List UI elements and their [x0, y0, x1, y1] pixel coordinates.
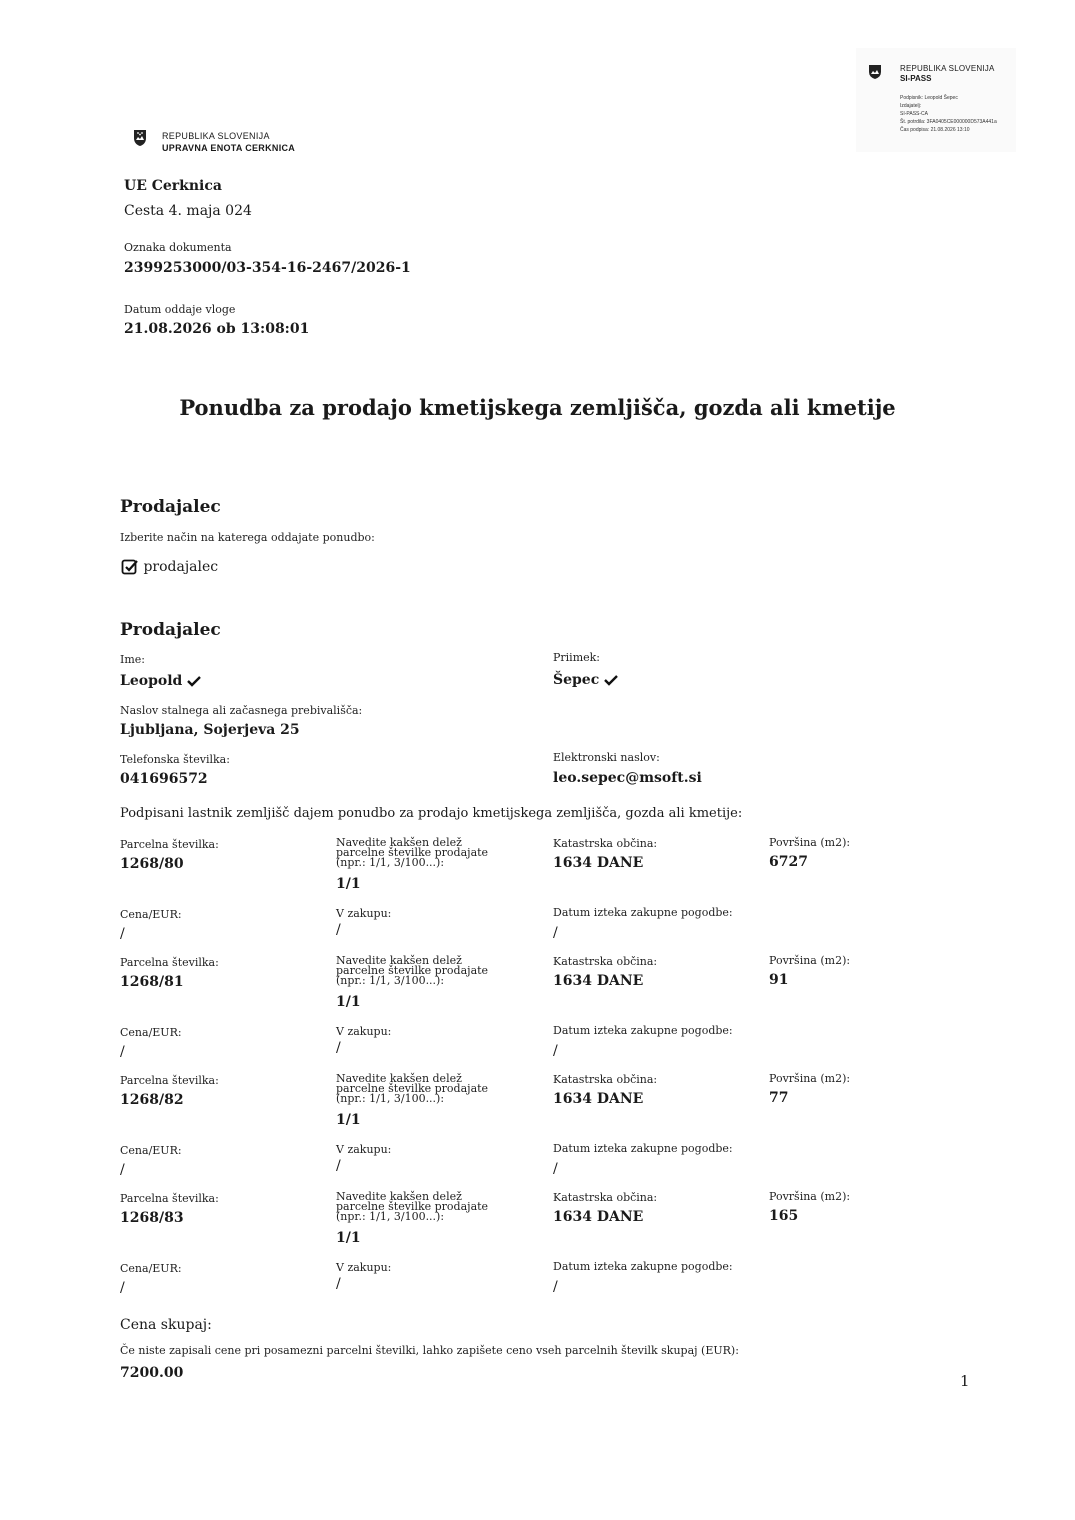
address-label: Naslov stalnega ali začasnega prebivališča: — [120, 704, 363, 717]
parcel-number-label: Parcelna številka: — [120, 956, 219, 969]
document-id: 2399253000/03-354-16-2467/2026-1 — [124, 260, 411, 276]
lease-end-value: / — [553, 925, 558, 941]
lease-end-label: Datum izteka zakupne pogodbe: — [553, 1260, 733, 1273]
submission-date-label: Datum oddaje vloge — [124, 303, 236, 316]
cadastral-label: Katastrska občina: — [553, 1191, 658, 1204]
share-value: 1/1 — [336, 876, 361, 892]
lease-end-label: Datum izteka zakupne pogodbe: — [553, 906, 733, 919]
lease-end-value: / — [553, 1279, 558, 1295]
total-note: Če niste zapisali cene pri posamezni parcelni številki, lahko zapišete ceno vseh parcelnih številk skupaj (EUR): — [120, 1344, 739, 1357]
stamp-service: SI-PASS — [900, 74, 932, 83]
address-value: Ljubljana, Sojerjeva 25 — [120, 722, 300, 738]
area-value: 165 — [769, 1208, 799, 1224]
authority-name: UPRAVNA ENOTA CERKNICA — [162, 143, 296, 153]
area-label: Površina (m2): — [769, 1190, 851, 1203]
lease-end-label: Datum izteka zakupne pogodbe: — [553, 1024, 733, 1037]
stamp-line: Št. potrdila: 3FA0405CE000000D573A441a — [900, 119, 997, 125]
section-heading: Prodajalec — [120, 497, 221, 517]
lease-label: V zakupu: — [336, 1261, 392, 1274]
offer-mode-prompt: Izberite način na katerega oddajate ponudbo: — [120, 531, 375, 544]
last-name-label: Priimek: — [553, 651, 601, 664]
cadastral-value: 1634 DANE — [553, 855, 644, 871]
total-heading: Cena skupaj: — [120, 1317, 212, 1333]
document-id-label: Oznaka dokumenta — [124, 241, 232, 254]
area-label: Površina (m2): — [769, 836, 851, 849]
parcel-number-label: Parcelna številka: — [120, 838, 219, 851]
last-name: Šepec — [553, 672, 600, 688]
offer-mode-option[interactable] — [121, 558, 218, 576]
price-label: Cena/EUR: — [120, 908, 182, 921]
first-name: Leopold — [120, 673, 183, 689]
office-name: UE Cerknica — [124, 178, 222, 194]
coat-of-arms-icon — [868, 64, 882, 80]
stamp-country: REPUBLIKA SLOVENIJA — [900, 64, 995, 73]
offer-mode-label: prodajalec — [143, 559, 219, 575]
price-label: Cena/EUR: — [120, 1026, 182, 1039]
lease-label: V zakupu: — [336, 1143, 392, 1156]
share-label: Navedite kakšen delež parcelne številke prodajate (npr.: 1/1, 3/100...): — [336, 1190, 489, 1223]
page-number: 1 — [960, 1372, 970, 1390]
price-label: Cena/EUR: — [120, 1262, 182, 1275]
share-value: 1/1 — [336, 994, 361, 1010]
lease-end-value: / — [553, 1161, 558, 1177]
share-label: Navedite kakšen delež parcelne številke prodajate (npr.: 1/1, 3/100...): — [336, 954, 489, 987]
cadastral-value: 1634 DANE — [553, 973, 644, 989]
lease-label: V zakupu: — [336, 1025, 392, 1038]
area-value: 77 — [769, 1090, 789, 1106]
checked-checkbox-icon[interactable] — [121, 558, 139, 576]
share-value: 1/1 — [336, 1230, 361, 1246]
area-label: Površina (m2): — [769, 954, 851, 967]
first-name-value — [120, 673, 201, 689]
parcel-number: 1268/81 — [120, 974, 184, 990]
cadastral-label: Katastrska občina: — [553, 955, 658, 968]
parcel-number: 1268/83 — [120, 1210, 184, 1226]
lease-value: / — [336, 922, 341, 938]
coat-of-arms-icon — [133, 129, 147, 147]
document-title: Ponudba za prodajo kmetijskega zemljišča, gozda ali kmetije — [179, 395, 896, 420]
lease-end-value: / — [553, 1043, 558, 1059]
area-label: Površina (m2): — [769, 1072, 851, 1085]
lease-label: V zakupu: — [336, 907, 392, 920]
email-label: Elektronski naslov: — [553, 751, 660, 764]
share-label: Navedite kakšen delež parcelne številke prodajate (npr.: 1/1, 3/100...): — [336, 1072, 489, 1105]
share-label: Navedite kakšen delež parcelne številke prodajate (npr.: 1/1, 3/100...): — [336, 836, 489, 869]
parcel-number-label: Parcelna številka: — [120, 1074, 219, 1087]
offer-statement: Podpisani lastnik zemljišč dajem ponudbo za prodajo kmetijskega zemljišča, gozda ali kmetije: — [120, 806, 743, 821]
area-value: 6727 — [769, 854, 808, 870]
lease-value: / — [336, 1040, 341, 1056]
stamp-line: Čas podpisa: 21.08.2026 13:10 — [900, 127, 970, 133]
share-value: 1/1 — [336, 1112, 361, 1128]
cadastral-label: Katastrska občina: — [553, 837, 658, 850]
submission-date: 21.08.2026 ob 13:08:01 — [124, 321, 310, 337]
parcel-number: 1268/80 — [120, 856, 184, 872]
parcel-number: 1268/82 — [120, 1092, 184, 1108]
email-value: leo.sepec@msoft.si — [553, 770, 702, 786]
last-name-value — [553, 672, 618, 688]
price-value: / — [120, 1044, 125, 1060]
lease-value: / — [336, 1276, 341, 1292]
checkmark-icon — [187, 675, 201, 687]
phone-label: Telefonska številka: — [120, 753, 230, 766]
price-value: / — [120, 926, 125, 942]
cadastral-label: Katastrska občina: — [553, 1073, 658, 1086]
price-label: Cena/EUR: — [120, 1144, 182, 1157]
price-value: / — [120, 1162, 125, 1178]
price-value: / — [120, 1280, 125, 1296]
stamp-line: SI-PASS-CA — [900, 111, 928, 117]
checkmark-icon — [604, 674, 618, 686]
area-value: 91 — [769, 972, 789, 988]
stamp-line: Izdajatelj: — [900, 103, 922, 109]
authority-country: REPUBLIKA SLOVENIJA — [162, 131, 270, 141]
cadastral-value: 1634 DANE — [553, 1091, 644, 1107]
section-heading: Prodajalec — [120, 620, 221, 640]
parcel-number-label: Parcelna številka: — [120, 1192, 219, 1205]
lease-end-label: Datum izteka zakupne pogodbe: — [553, 1142, 733, 1155]
office-address: Cesta 4. maja 024 — [124, 203, 252, 219]
phone-value: 041696572 — [120, 771, 208, 787]
total-price: 7200.00 — [120, 1365, 184, 1381]
stamp-line: Podpisnik: Leopold Šepec — [900, 95, 958, 101]
first-name-label: Ime: — [120, 653, 145, 666]
lease-value: / — [336, 1158, 341, 1174]
cadastral-value: 1634 DANE — [553, 1209, 644, 1225]
